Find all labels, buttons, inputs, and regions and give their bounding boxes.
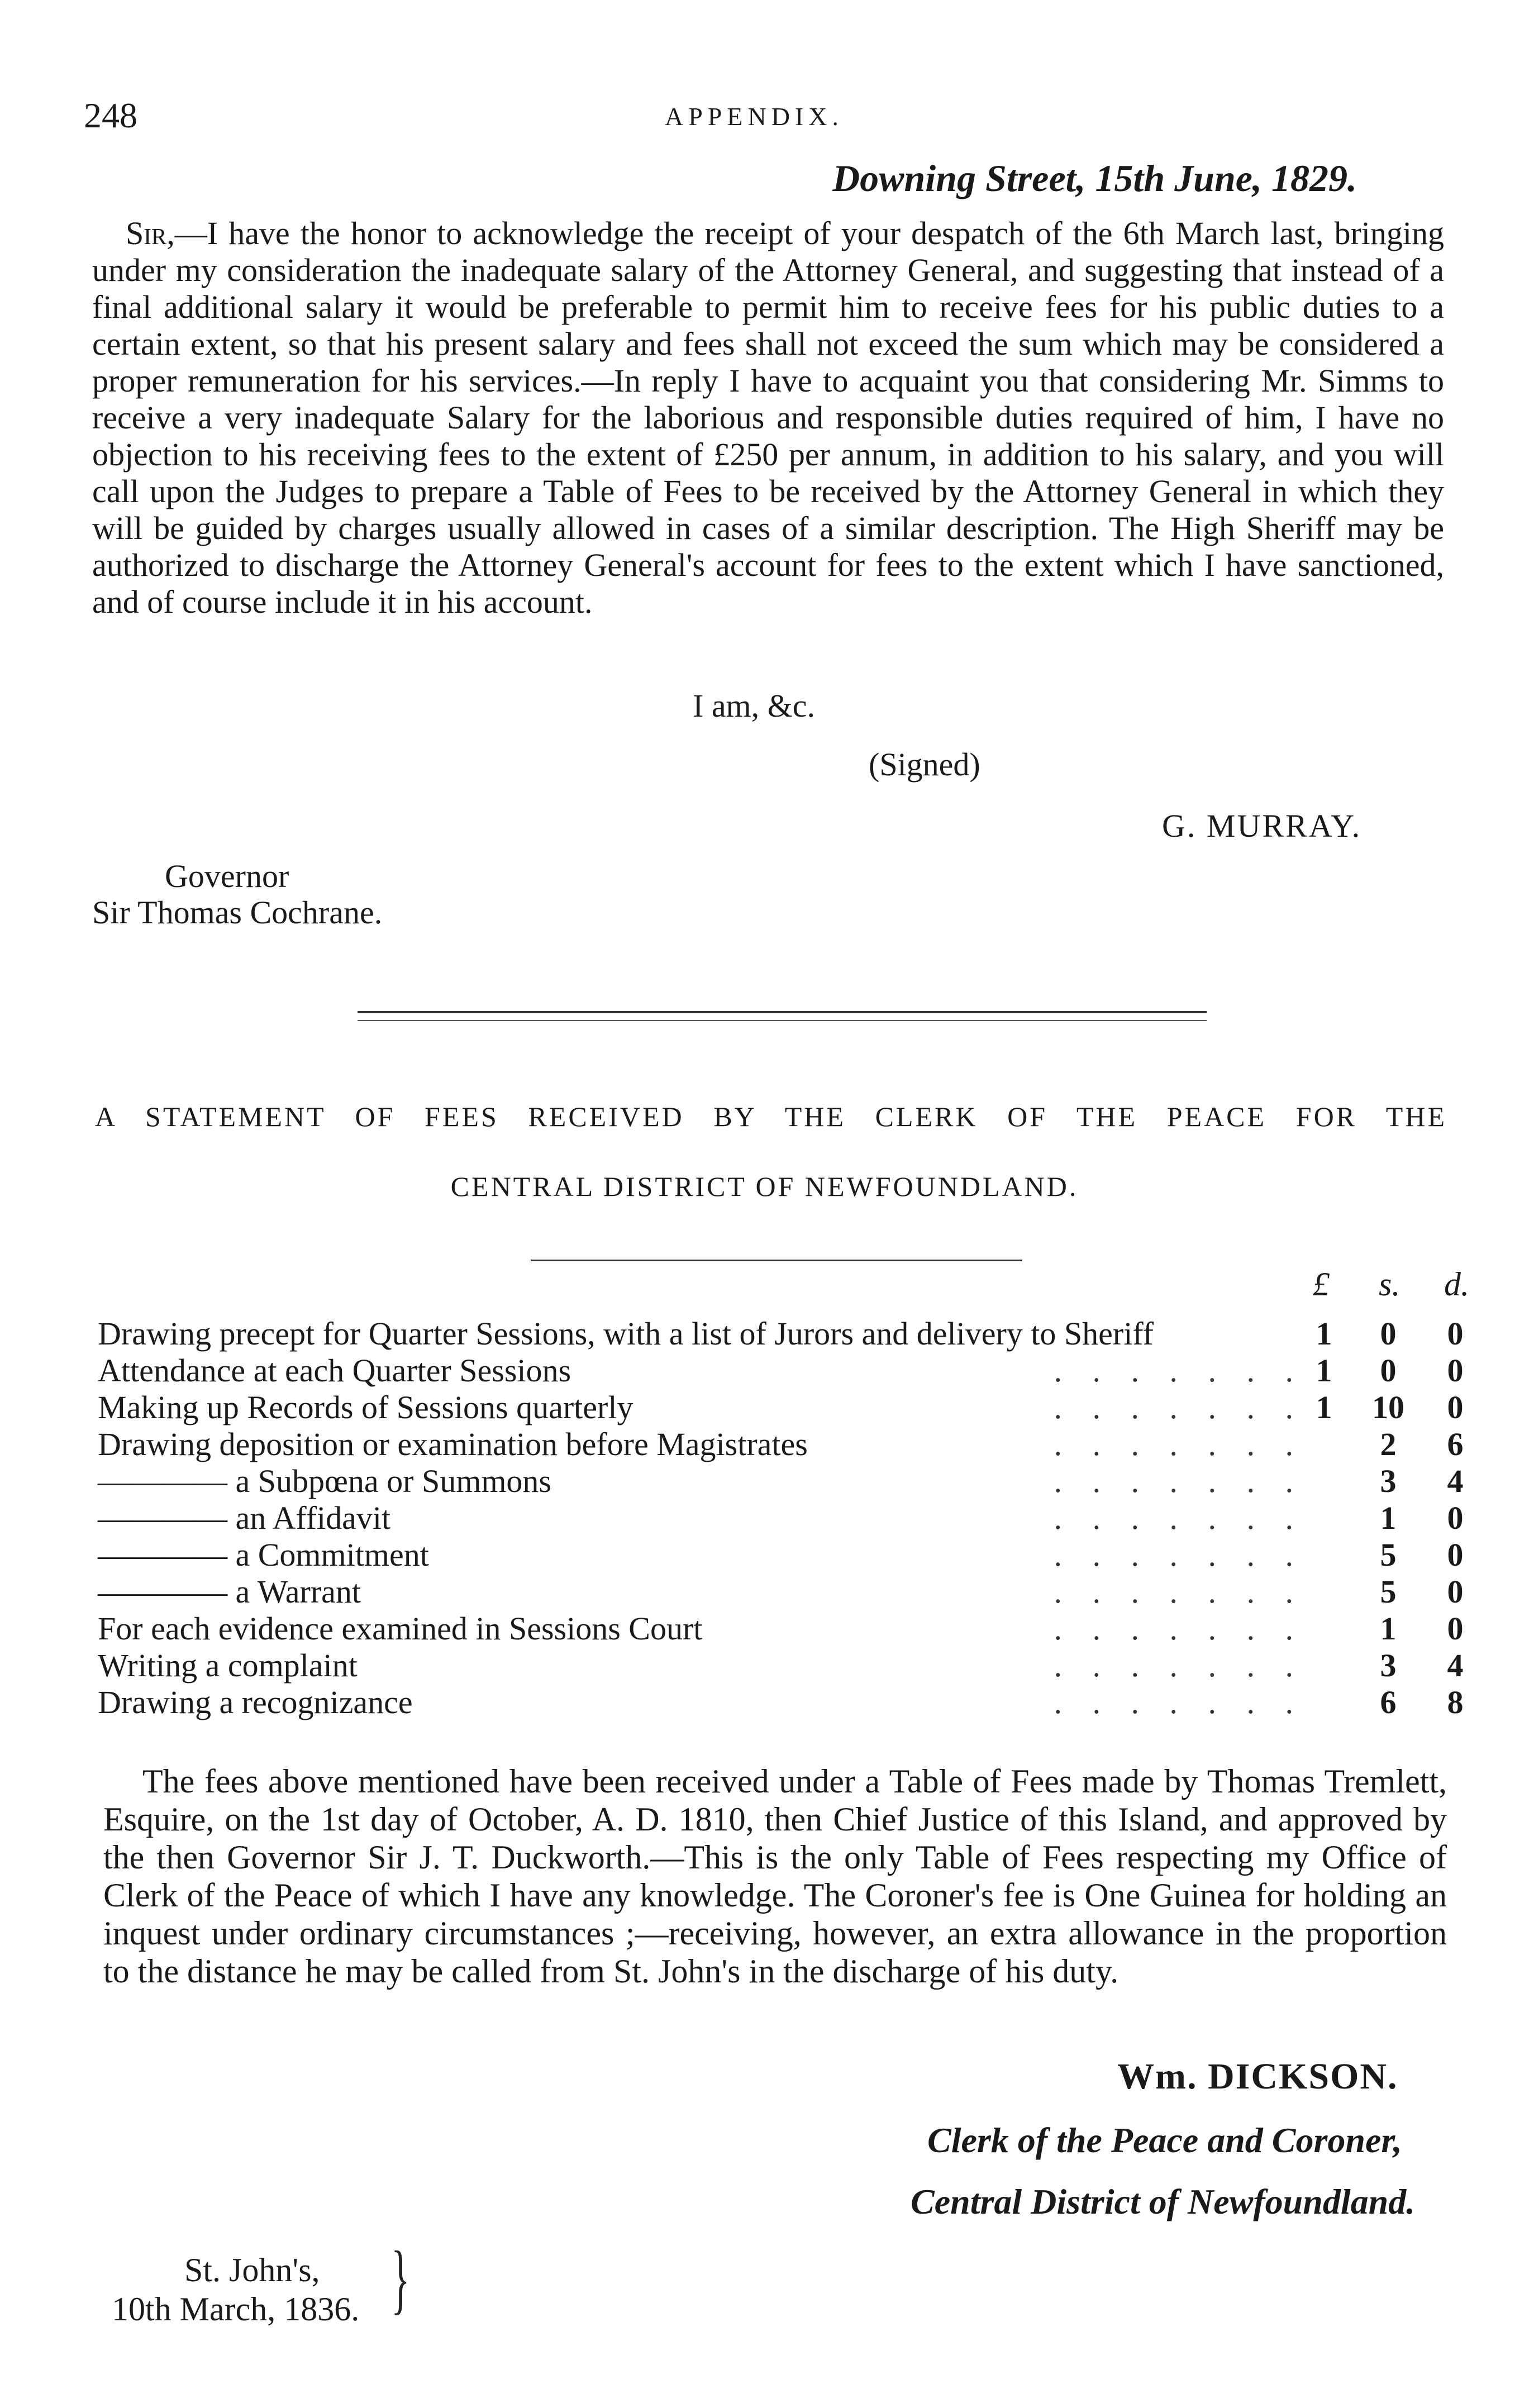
fee-pence: 0 — [1447, 1315, 1464, 1352]
fee-shillings: 5 — [1380, 1537, 1397, 1573]
leader-dots: . . . . . . . — [1054, 1352, 1304, 1389]
fee-pence: 0 — [1447, 1610, 1464, 1647]
fee-row — [98, 1315, 1464, 1352]
fee-shillings: 0 — [1380, 1315, 1397, 1352]
fee-row — [98, 1537, 1464, 1573]
fee-shillings: 6 — [1380, 1684, 1397, 1720]
fee-row — [98, 1573, 1464, 1610]
statement-signer-name: Wm. DICKSON. — [1117, 2056, 1398, 2097]
letter-signed: (Signed) — [869, 746, 980, 783]
leader-dots: . . . . . . . — [1054, 1500, 1304, 1536]
fee-pence: 0 — [1447, 1352, 1464, 1389]
fee-row — [98, 1647, 1464, 1684]
fee-shillings: 1 — [1380, 1500, 1397, 1536]
fee-label: ———— a Subpœna or Summons — [98, 1463, 551, 1499]
fee-pence: 6 — [1447, 1426, 1464, 1462]
statement-signer-title: Clerk of the Peace and Coroner, — [927, 2120, 1402, 2160]
fee-table — [98, 1315, 1464, 1721]
statement-signer-district: Central District of Newfoundland. — [911, 2182, 1416, 2221]
addressee-title: Governor — [165, 858, 289, 894]
column-header-pence: d. — [1444, 1266, 1469, 1303]
leader-dots: . . . . . . . — [1054, 1537, 1304, 1573]
statement-note: The fees above mentioned have been received under a Table of Fees made by Thomas Tremlett, Esquire, on the 1st day of October, A. D. 1810, then Chief Justice of this Island, and approved by the then Governor Sir J. T. Duckworth.—This is the only Table of Fees respecting my Office of Clerk of the Peace of which I have any knowledge. The Coroner's fee is One Guinea for holding an inquest under ordinary circumstances ;—receiving, however, an extra allowance in the proportion to the distance he may be called from St. John's in the discharge of his duty. — [103, 1763, 1447, 1990]
fee-label: Making up Records of Sessions quarterly — [98, 1389, 633, 1425]
fee-label: Writing a complaint — [98, 1647, 358, 1684]
fee-label: Drawing precept for Quarter Sessions, with a list of Jurors and delivery to Sheriff — [98, 1315, 1154, 1352]
column-header-shillings: s. — [1379, 1266, 1401, 1303]
fee-row — [98, 1352, 1464, 1389]
letter-text: —I have the honor to acknowledge the receipt of your despatch of the 6th March last, bringing under my consideration the inadequate salary of the Attorney General, and suggesting that instead of a final additional salary it would be preferable to permit him to receive fees for his public duties to a certain extent, so that his present salary and fees shall not exceed the sum which may be considered a proper remuneration for his services.—In reply I have to acquaint you that considering Mr. Simms to receive a very inadequate Salary for the laborious and responsible duties required of him, I have no objection to his receiving fees to the extent of £250 per annum, in addition to his salary, and you will call upon the Judges to prepare a Table of Fees to be received by the Attorney General in which they will be guided by charges usually allowed in cases of a similar description. The High Sheriff may be authorized to discharge the Attorney General's account for fees to the extent which I have sanctioned, and of course include it in his account. — [92, 215, 1444, 620]
fee-row — [98, 1684, 1464, 1721]
leader-dots: . . . . . . . — [1054, 1610, 1304, 1647]
statement-subtitle: CENTRAL DISTRICT OF NEWFOUNDLAND. — [450, 1171, 1079, 1202]
letter-signer: G. MURRAY. — [1162, 808, 1362, 844]
fee-pounds: 1 — [1316, 1315, 1332, 1352]
letter-salutation: Sir, — [126, 215, 175, 251]
fee-shillings: 1 — [1380, 1610, 1397, 1647]
fee-pence: 4 — [1447, 1463, 1464, 1499]
fee-shillings: 3 — [1380, 1463, 1397, 1499]
fee-row — [98, 1426, 1464, 1463]
section-divider-thin — [358, 1020, 1207, 1021]
letter-body — [92, 215, 1444, 621]
fee-pence: 0 — [1447, 1537, 1464, 1573]
letter-closing: I am, &c. — [693, 688, 816, 724]
leader-dots: . . . . . . . — [1054, 1647, 1304, 1684]
fee-label: ———— an Affidavit — [98, 1500, 391, 1536]
fee-shillings: 2 — [1380, 1426, 1397, 1462]
fee-label: Drawing a recognizance — [98, 1684, 413, 1720]
fee-shillings: 0 — [1380, 1352, 1397, 1389]
fee-pence: 0 — [1447, 1389, 1464, 1425]
leader-dots: . . . . . . . — [1054, 1684, 1304, 1720]
running-title: APPENDIX. — [665, 102, 844, 131]
fee-shillings: 5 — [1380, 1573, 1397, 1610]
brace-mark: } — [391, 2235, 410, 2322]
leader-dots: . . . . . . . — [1054, 1463, 1304, 1499]
letter-dateline: Downing Street, 15th June, 1829. — [832, 157, 1357, 199]
addressee-name: Sir Thomas Cochrane. — [92, 894, 383, 931]
leader-dots: . . . . . . . — [1054, 1573, 1304, 1610]
leader-dots: . . . . . . . — [1054, 1426, 1304, 1462]
fee-shillings: 10 — [1372, 1389, 1404, 1425]
fee-row — [98, 1500, 1464, 1537]
fee-pence: 4 — [1447, 1647, 1464, 1684]
statement-date: 10th March, 1836. — [112, 2291, 360, 2328]
fee-pence: 0 — [1447, 1500, 1464, 1536]
fee-label: Attendance at each Quarter Sessions — [98, 1352, 571, 1389]
page-number: 248 — [84, 96, 137, 135]
column-header-pounds: £ — [1313, 1266, 1330, 1303]
section-divider — [358, 1011, 1207, 1013]
fee-shillings: 3 — [1380, 1647, 1397, 1684]
statement-divider — [531, 1260, 1022, 1261]
fee-label: For each evidence examined in Sessions Court — [98, 1610, 703, 1647]
fee-pounds: 1 — [1316, 1352, 1332, 1389]
fee-pence: 0 — [1447, 1573, 1464, 1610]
fee-row — [98, 1610, 1464, 1647]
fee-row — [98, 1389, 1464, 1426]
fee-row — [98, 1463, 1464, 1500]
fee-label: Drawing deposition or examination before Magistrates — [98, 1426, 808, 1462]
fee-pence: 8 — [1447, 1684, 1464, 1720]
statement-place: St. John's, — [184, 2252, 320, 2288]
fee-pounds: 1 — [1316, 1389, 1332, 1425]
leader-dots: . . . . . . . — [1054, 1389, 1304, 1425]
statement-title: A STATEMENT OF FEES RECEIVED BY THE CLERK OF THE PEACE FOR THE — [95, 1101, 1447, 1132]
fee-label: ———— a Warrant — [98, 1573, 361, 1610]
fee-label: ———— a Commitment — [98, 1537, 429, 1573]
